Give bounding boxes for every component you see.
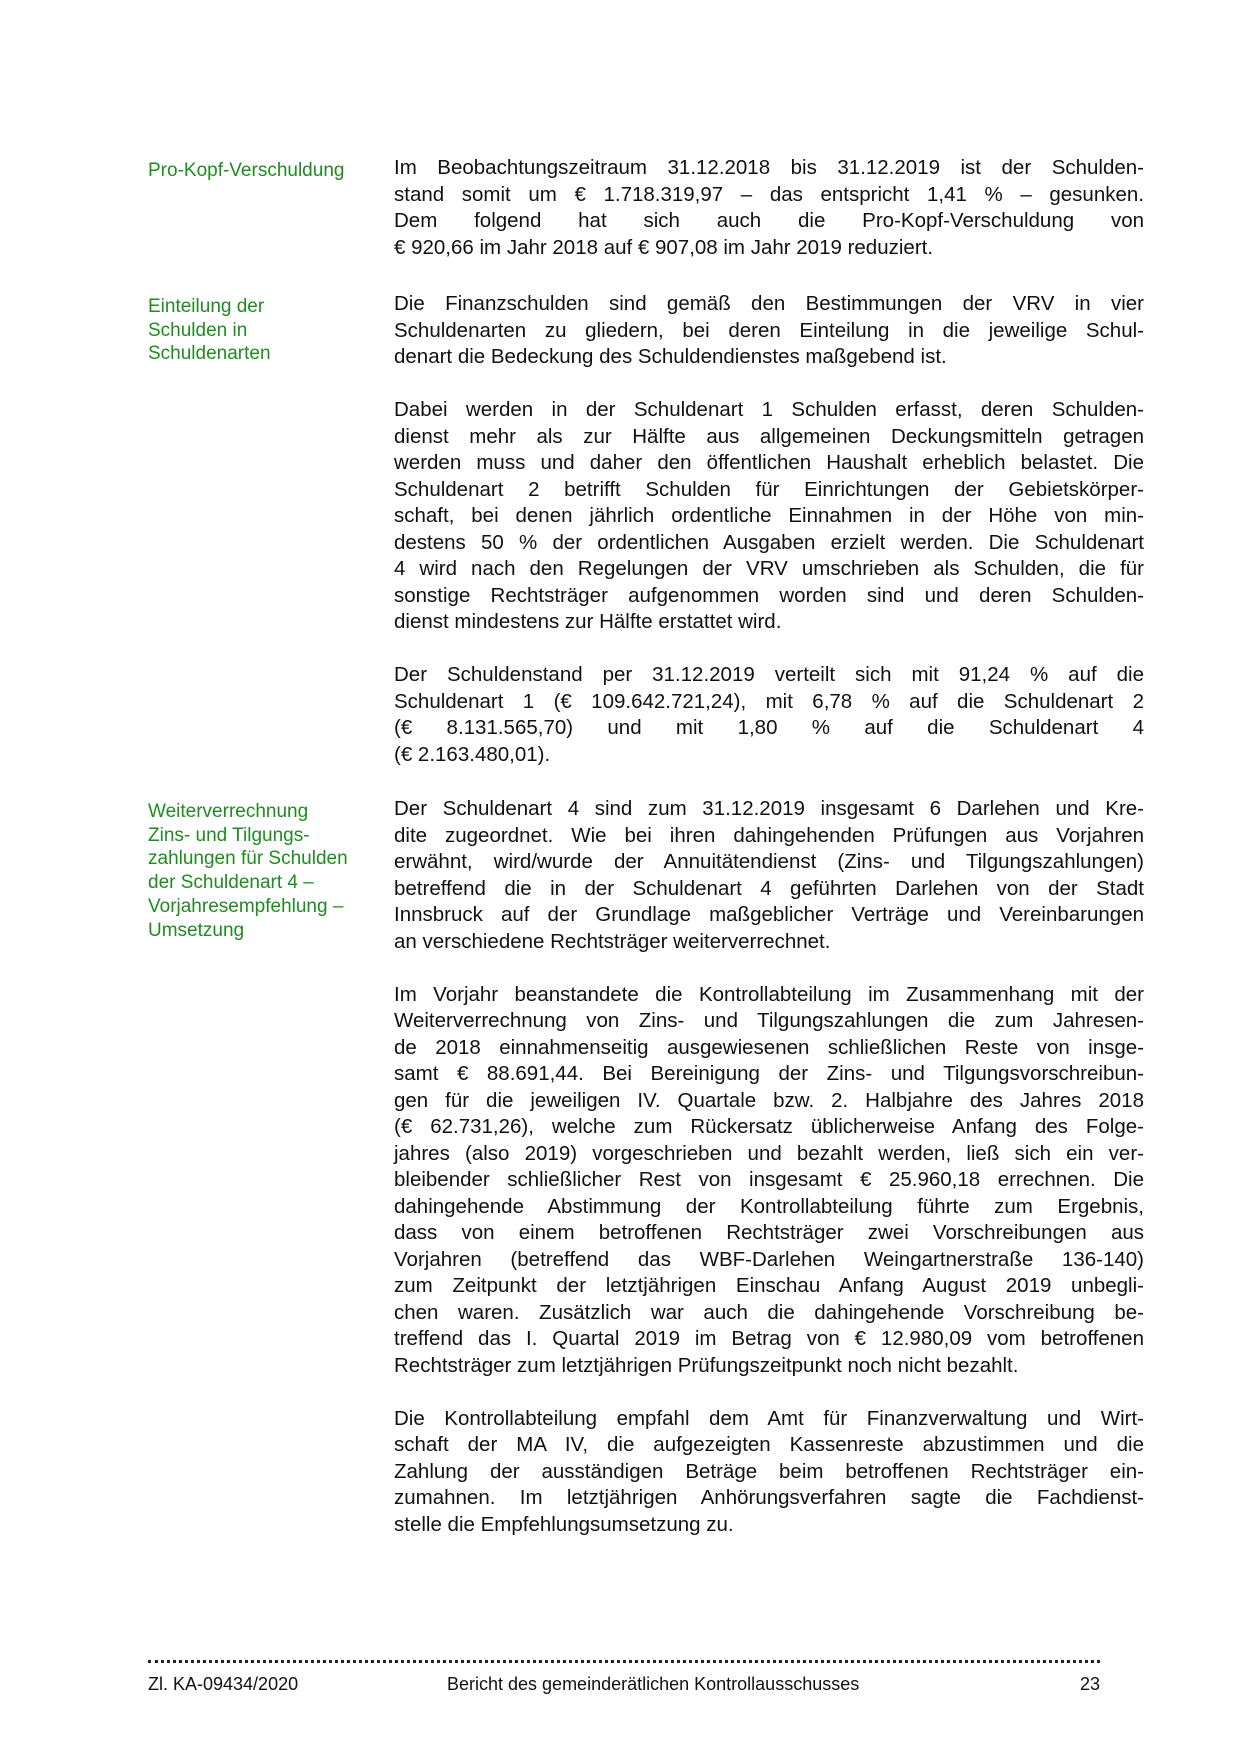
margin-heading-line: Schulden in [148,319,248,341]
text-line: Innsbruck auf der Grundlage maßgeblicher Verträge und Vereinbarungen [394,903,1144,926]
text-line: Der Schuldenstand per 31.12.2019 verteilt sich mit 91,24 % auf die [394,663,1144,686]
text-line: dite zugeordnet. Wie bei ihren dahingehenden Prüfungen aus Vorjahren [394,823,1144,847]
text-line: dass von einem betroffenen Rechtsträger zwei Vorschreibungen aus [394,1221,1144,1244]
text-line: samt € 88.691,44. Bei Bereinigung der Zins- und Tilgungsvorschreibun- [394,1062,1144,1085]
paragraph [394,796,1144,955]
text-line: Dem folgend hat sich auch die Pro-Kopf-Verschuldung von [394,209,1144,232]
text-line: de 2018 einnahmenseitig ausgewiesenen schließlichen Reste von insge- [394,1035,1144,1059]
footer-reference: Zl. KA-09434/2020 [148,1674,299,1694]
section-body [394,796,1144,1565]
margin-heading-line: Vorjahresempfehlung – [148,895,344,917]
margin-heading-line: zahlungen für Schulden [148,848,348,870]
text-line: 4 wird nach den Regelungen der VRV umschrieben als Schulden, die für [394,557,1144,580]
text-line: Schuldenart 1 (€ 109.642.721,24), mit 6,78 % auf die Schuldenart 2 [394,689,1144,713]
section-body [394,291,1144,795]
text-line: Die Finanzschulden sind gemäß den Bestimmungen der VRV in vier [394,292,1144,315]
margin-heading-line: Zins- und Tilgungs- [148,824,310,846]
text-line: jahres (also 2019) vorgeschrieben und bezahlt werden, ließ sich ein ver- [394,1141,1144,1165]
text-line: € 920,66 im Jahr 2018 auf € 907,08 im Jahr 2019 reduziert. [394,235,934,259]
text-line: stand somit um € 1.718.319,97 – das entspricht 1,41 % – gesunken. [394,182,1144,206]
paragraph [394,291,1144,371]
text-line: dienst mehr als zur Hälfte aus allgemeinen Deckungsmitteln getragen [394,424,1144,448]
text-line: Rechtsträger zum letztjährigen Prüfungszeitpunkt noch nicht bezahlt. [394,1353,1019,1377]
text-line: Schuldenarten zu gliedern, bei deren Einteilung in die jeweilige Schul- [394,318,1144,342]
paragraph [394,155,1144,261]
paragraph [394,662,1144,768]
text-line: werden muss und daher den öffentlichen Haushalt erheblich belastet. Die [394,451,1144,474]
text-line: schaft, bei denen jährlich ordentliche Einnahmen in der Höhe von min- [394,504,1144,527]
paragraph [394,982,1144,1380]
text-line: schaft der MA IV, die aufgezeigten Kassenreste abzustimmen und die [394,1433,1144,1456]
margin-heading [148,800,373,942]
margin-heading [148,159,373,183]
margin-heading-line: der Schuldenart 4 – [148,872,314,894]
text-line: erwähnt, wird/wurde der Annuitätendienst (Zins- und Tilgungszahlungen) [394,850,1144,873]
paragraph [394,1406,1144,1539]
text-line: Zahlung der ausständigen Beträge beim betroffenen Rechtsträger ein- [394,1459,1144,1483]
text-line: denart die Bedeckung des Schuldendienstes maßgebend ist. [394,345,947,368]
text-line: Vorjahren (betreffend das WBF-Darlehen Weingartnerstraße 136-140) [394,1247,1144,1271]
text-line: dienst mindestens zur Hälfte erstattet wird. [394,610,782,633]
text-line: (€ 8.131.565,70) und mit 1,80 % auf die Schuldenart 4 [394,716,1144,739]
text-line: Schuldenart 2 betrifft Schulden für Einrichtungen der Gebietskörper- [394,477,1144,501]
margin-heading-line: Weiterverrechnung [148,801,309,822]
text-line: gen für die jeweiligen IV. Quartale bzw. 2. Halbjahre des Jahres 2018 [394,1088,1144,1112]
text-line: zumahnen. Im letztjährigen Anhörungsverfahren sagte die Fachdienst- [394,1486,1144,1509]
section-body [394,155,1144,288]
text-line: dahingehende Abstimmung der Kontrollabteilung führte zum Ergebnis, [394,1194,1144,1218]
margin-heading-line: Einteilung der [148,296,265,317]
text-line: Im Beobachtungszeitraum 31.12.2018 bis 31.12.2019 ist der Schulden- [394,156,1144,179]
text-line: zum Zeitpunkt der letztjährigen Einschau Anfang August 2019 unbegli- [394,1274,1144,1297]
text-line: betreffend die in der Schuldenart 4 geführten Darlehen von der Stadt [394,876,1144,900]
text-line: sonstige Rechtsträger aufgenommen worden sind und deren Schulden- [394,583,1144,607]
text-line: Die Kontrollabteilung empfahl dem Amt für Finanzverwaltung und Wirt- [394,1406,1144,1430]
paragraph [394,397,1144,636]
page-number: 23 [1080,1674,1101,1694]
footer-divider [148,1660,1100,1663]
margin-heading-line: Schuldenarten [148,343,271,365]
text-line: Weiterverrechnung von Zins- und Tilgungszahlungen die zum Jahresen- [394,1009,1144,1032]
text-line: Der Schuldenart 4 sind zum 31.12.2019 insgesamt 6 Darlehen und Kre- [394,797,1144,820]
text-line: stelle die Empfehlungsumsetzung zu. [394,1512,734,1536]
text-line: (€ 2.163.480,01). [394,742,551,766]
footer-title: Bericht des gemeinderätlichen Kontrollausschusses [447,1674,860,1694]
text-line: chen waren. Zusätzlich war auch die dahingehende Vorschreibung be- [394,1300,1144,1324]
text-line: destens 50 % der ordentlichen Ausgaben erzielt werden. Die Schuldenart [394,530,1144,554]
margin-heading-line: Umsetzung [148,919,245,941]
margin-heading-line: Pro-Kopf-Verschuldung [148,160,345,181]
text-line: Dabei werden in der Schuldenart 1 Schulden erfasst, deren Schulden- [394,398,1144,421]
text-line: treffend das I. Quartal 2019 im Betrag von € 12.980,09 vom betroffenen [394,1327,1144,1350]
margin-heading [148,295,373,366]
text-line: bleibender schließlicher Rest von insgesamt € 25.960,18 errechnen. Die [394,1168,1144,1191]
text-line: (€ 62.731,26), welche zum Rückersatz üblicherweise Anfang des Folge- [394,1115,1144,1138]
text-line: an verschiedene Rechtsträger weiterverrechnet. [394,929,831,953]
text-line: Im Vorjahr beanstandete die Kontrollabteilung im Zusammenhang mit der [394,982,1144,1006]
